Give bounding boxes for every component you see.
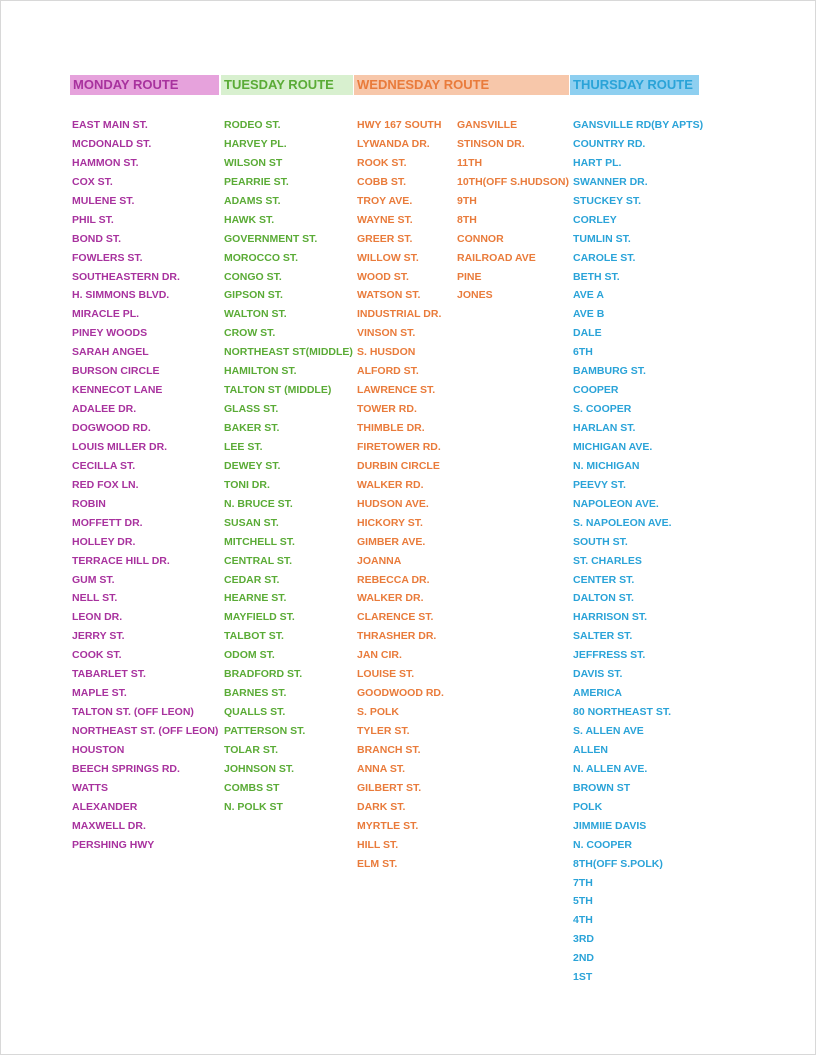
street-item: QUALLS ST. [224, 706, 286, 719]
street-item: DEWEY ST. [224, 459, 281, 472]
wednesday-street-list-1 [357, 116, 444, 874]
street-item: 3RD [573, 933, 595, 946]
street-item: CENTER ST. [573, 573, 635, 586]
street-item: FIRETOWER RD. [357, 440, 441, 453]
street-item: PERSHING HWY [72, 838, 155, 851]
thursday-route-header: THURSDAY ROUTE [570, 75, 699, 95]
street-item: GILBERT ST. [357, 781, 422, 794]
street-item: N. MICHIGAN [573, 459, 640, 472]
street-item: SALTER ST. [573, 630, 633, 643]
street-item: HARLAN ST. [573, 422, 636, 434]
street-item: CONNOR [457, 232, 504, 245]
street-item: BARNES ST. [224, 687, 287, 700]
street-item: NORTHEAST ST(MIDDLE) [224, 346, 353, 359]
street-item: DAVIS ST. [573, 668, 623, 681]
street-item: CEDAR ST. [224, 573, 280, 586]
street-item: WOOD ST. [357, 270, 409, 283]
street-item: HAMMON ST. [72, 156, 139, 169]
street-item: JOANNA [357, 554, 402, 567]
monday-street-list [72, 116, 218, 855]
street-item: ANNA ST. [357, 762, 406, 775]
street-item: CECILLA ST. [72, 459, 136, 472]
street-item: WILSON ST [224, 156, 283, 169]
street-item: INDUSTRIAL DR. [357, 308, 442, 321]
street-item: HAMILTON ST. [224, 365, 297, 378]
street-item: WALTON ST. [224, 308, 287, 321]
street-item: GANSVILLE [457, 119, 518, 131]
street-item: SARAH ANGEL [72, 346, 149, 359]
street-item: 8TH [457, 213, 477, 226]
street-item: COX ST. [72, 175, 113, 188]
street-item: BEECH SPRINGS RD. [72, 762, 180, 775]
street-item: WALKER RD. [357, 478, 424, 491]
street-item: TONI DR. [224, 478, 270, 491]
street-item: ALLEN [573, 743, 608, 756]
street-item: JOHNSON ST. [224, 762, 295, 775]
street-item: MAPLE ST. [72, 687, 127, 700]
street-item: ADALEE DR. [72, 403, 137, 416]
street-item: 8TH(OFF S.POLK) [573, 857, 663, 870]
street-item: MOFFETT DR. [72, 516, 143, 529]
street-item: RED FOX LN. [72, 478, 139, 491]
street-item: COBB ST. [357, 175, 407, 188]
street-item: TALTON ST (MIDDLE) [224, 384, 332, 397]
street-item: MITCHELL ST. [224, 535, 295, 548]
street-item: S. HUSDON [357, 346, 416, 359]
street-item: WATSON ST. [357, 289, 421, 302]
street-item: THIMBLE DR. [357, 422, 425, 434]
street-item: N. POLK ST [224, 800, 283, 813]
street-item: S. NAPOLEON AVE. [573, 516, 672, 529]
street-item: HAWK ST. [224, 213, 275, 226]
street-item: NELL ST. [72, 592, 118, 605]
street-item: HILL ST. [357, 838, 399, 851]
street-item: GUM ST. [72, 573, 115, 586]
street-item: N. COOPER [573, 838, 632, 851]
street-item: RODEO ST. [224, 119, 281, 131]
street-item: COOPER [573, 384, 619, 397]
street-item: COMBS ST [224, 781, 280, 794]
street-item: S. ALLEN AVE [573, 725, 644, 737]
street-item: LYWANDA DR. [357, 137, 430, 150]
street-item: TALTON ST. (OFF LEON) [72, 706, 194, 719]
street-item: WATTS [72, 781, 108, 794]
street-item: ALEXANDER [72, 800, 138, 813]
street-item: MICHIGAN AVE. [573, 440, 653, 453]
street-item: BOND ST. [72, 232, 122, 245]
street-item: ADAMS ST. [224, 194, 281, 207]
street-item: BAKER ST. [224, 422, 280, 434]
street-item: BURSON CIRCLE [72, 365, 160, 378]
street-item: STUCKEY ST. [573, 194, 642, 207]
street-item: TABARLET ST. [72, 668, 146, 681]
street-item: LAWRENCE ST. [357, 384, 436, 397]
street-item: KENNECOT LANE [72, 384, 163, 397]
wednesday-street-list-2 [457, 116, 569, 305]
street-item: GANSVILLE RD(BY APTS) [573, 119, 704, 131]
street-item: TOWER RD. [357, 403, 417, 416]
street-item: ALFORD ST. [357, 365, 419, 378]
street-item: AMERICA [573, 687, 622, 700]
street-item: MAXWELL DR. [72, 819, 146, 832]
street-item: RAILROAD AVE [457, 251, 536, 264]
street-item: TOLAR ST. [224, 743, 279, 756]
street-item: SOUTHEASTERN DR. [72, 270, 180, 283]
street-item: 10TH(OFF S.HUDSON) [457, 175, 570, 188]
street-item: PATTERSON ST. [224, 725, 306, 737]
street-item: SUSAN ST. [224, 516, 279, 529]
street-item: CLARENCE ST. [357, 611, 434, 624]
street-item: 7TH [573, 876, 593, 889]
street-item: STINSON DR. [457, 137, 525, 150]
street-item: BETH ST. [573, 270, 620, 283]
street-item: 2ND [573, 952, 595, 965]
street-item: ST. CHARLES [573, 554, 642, 567]
street-item: HUDSON AVE. [357, 497, 429, 510]
street-item: JERRY ST. [72, 630, 125, 643]
street-item: TROY AVE. [357, 194, 413, 207]
street-item: GREER ST. [357, 232, 413, 245]
street-item: CONGO ST. [224, 270, 282, 283]
street-item: LOUISE ST. [357, 668, 415, 681]
street-item: DOGWOOD RD. [72, 422, 151, 434]
street-item: DALTON ST. [573, 592, 634, 605]
wednesday-route-header: WEDNESDAY ROUTE [354, 75, 569, 95]
tuesday-street-list [224, 116, 353, 817]
street-item: DURBIN CIRCLE [357, 459, 440, 472]
street-item: HART PL. [573, 156, 622, 169]
street-item: TALBOT ST. [224, 630, 284, 643]
street-item: HARRISON ST. [573, 611, 648, 624]
street-item: MOROCCO ST. [224, 251, 299, 264]
monday-route-header: MONDAY ROUTE [70, 75, 219, 95]
street-item: N. BRUCE ST. [224, 497, 293, 510]
street-item: TUMLIN ST. [573, 232, 631, 245]
street-item: HOLLEY DR. [72, 535, 136, 548]
street-item: PINE [457, 270, 482, 283]
street-item: 80 NORTHEAST ST. [573, 706, 672, 719]
street-item: PINEY WOODS [72, 327, 148, 340]
street-item: HARVEY PL. [224, 137, 287, 150]
street-item: TYLER ST. [357, 725, 410, 737]
street-item: S. COOPER [573, 403, 632, 416]
street-item: PEEVY ST. [573, 478, 626, 491]
street-item: AVE A [573, 289, 604, 302]
street-item: ELM ST. [357, 857, 398, 870]
street-item: REBECCA DR. [357, 573, 430, 586]
street-item: GIMBER AVE. [357, 535, 426, 548]
street-item: HICKORY ST. [357, 516, 423, 529]
street-item: JIMMIIE DAVIS [573, 819, 647, 832]
street-item: DARK ST. [357, 800, 406, 813]
street-item: LEON DR. [72, 611, 123, 624]
street-item: MULENE ST. [72, 194, 135, 207]
street-item: ROBIN [72, 497, 106, 510]
street-item: NORTHEAST ST. (OFF LEON) [72, 725, 219, 737]
street-item: BAMBURG ST. [573, 365, 646, 378]
street-item: ODOM ST. [224, 649, 275, 662]
street-item: VINSON ST. [357, 327, 416, 340]
street-item: AVE B [573, 308, 605, 321]
street-item: WALKER DR. [357, 592, 424, 605]
street-item: SWANNER DR. [573, 175, 648, 188]
street-item: POLK [573, 800, 603, 813]
street-item: NAPOLEON AVE. [573, 497, 659, 510]
street-item: GLASS ST. [224, 403, 279, 416]
street-item: JAN CIR. [357, 649, 402, 662]
street-item: CROW ST. [224, 327, 276, 340]
street-item: EAST MAIN ST. [72, 119, 148, 131]
street-item: BRADFORD ST. [224, 668, 303, 681]
street-item: MYRTLE ST. [357, 819, 419, 832]
street-item: PEARRIE ST. [224, 175, 289, 188]
street-item: FOWLERS ST. [72, 251, 143, 264]
street-item: GOVERNMENT ST. [224, 232, 318, 245]
street-item: HWY 167 SOUTH [357, 119, 442, 131]
street-item: WILLOW ST. [357, 251, 419, 264]
street-item: BROWN ST [573, 781, 631, 794]
street-item: MCDONALD ST. [72, 137, 152, 150]
street-item: H. SIMMONS BLVD. [72, 289, 170, 302]
street-item: THRASHER DR. [357, 630, 437, 643]
street-item: N. ALLEN AVE. [573, 762, 648, 775]
street-item: MAYFIELD ST. [224, 611, 295, 624]
street-item: JONES [457, 289, 493, 302]
street-item: CORLEY [573, 213, 617, 226]
street-item: SOUTH ST. [573, 535, 628, 548]
street-item: JEFFRESS ST. [573, 649, 646, 662]
street-item: LOUIS MILLER DR. [72, 440, 168, 453]
street-item: 4TH [573, 914, 593, 927]
street-item: CENTRAL ST. [224, 554, 293, 567]
street-item: MIRACLE PL. [72, 308, 140, 321]
street-item: COOK ST. [72, 649, 122, 662]
street-item: GIPSON ST. [224, 289, 283, 302]
thursday-street-list [573, 116, 703, 987]
street-item: GOODWOOD RD. [357, 687, 444, 700]
street-item: HOUSTON [72, 743, 125, 756]
street-item: 9TH [457, 194, 477, 207]
street-item: WAYNE ST. [357, 213, 413, 226]
tuesday-route-header: TUESDAY ROUTE [221, 75, 353, 95]
street-item: 5TH [573, 895, 593, 908]
street-item: LEE ST. [224, 440, 263, 453]
street-item: ROOK ST. [357, 156, 407, 169]
street-item: BRANCH ST. [357, 743, 421, 756]
street-item: CAROLE ST. [573, 251, 636, 264]
street-item: S. POLK [357, 706, 400, 719]
street-item: 11TH [457, 156, 483, 169]
street-item: DALE [573, 327, 602, 340]
street-item: HEARNE ST. [224, 592, 287, 605]
street-item: 6TH [573, 346, 593, 359]
street-item: COUNTRY RD. [573, 137, 646, 150]
street-item: 1ST [573, 971, 593, 984]
street-item: PHIL ST. [72, 213, 114, 226]
street-item: TERRACE HILL DR. [72, 554, 170, 567]
